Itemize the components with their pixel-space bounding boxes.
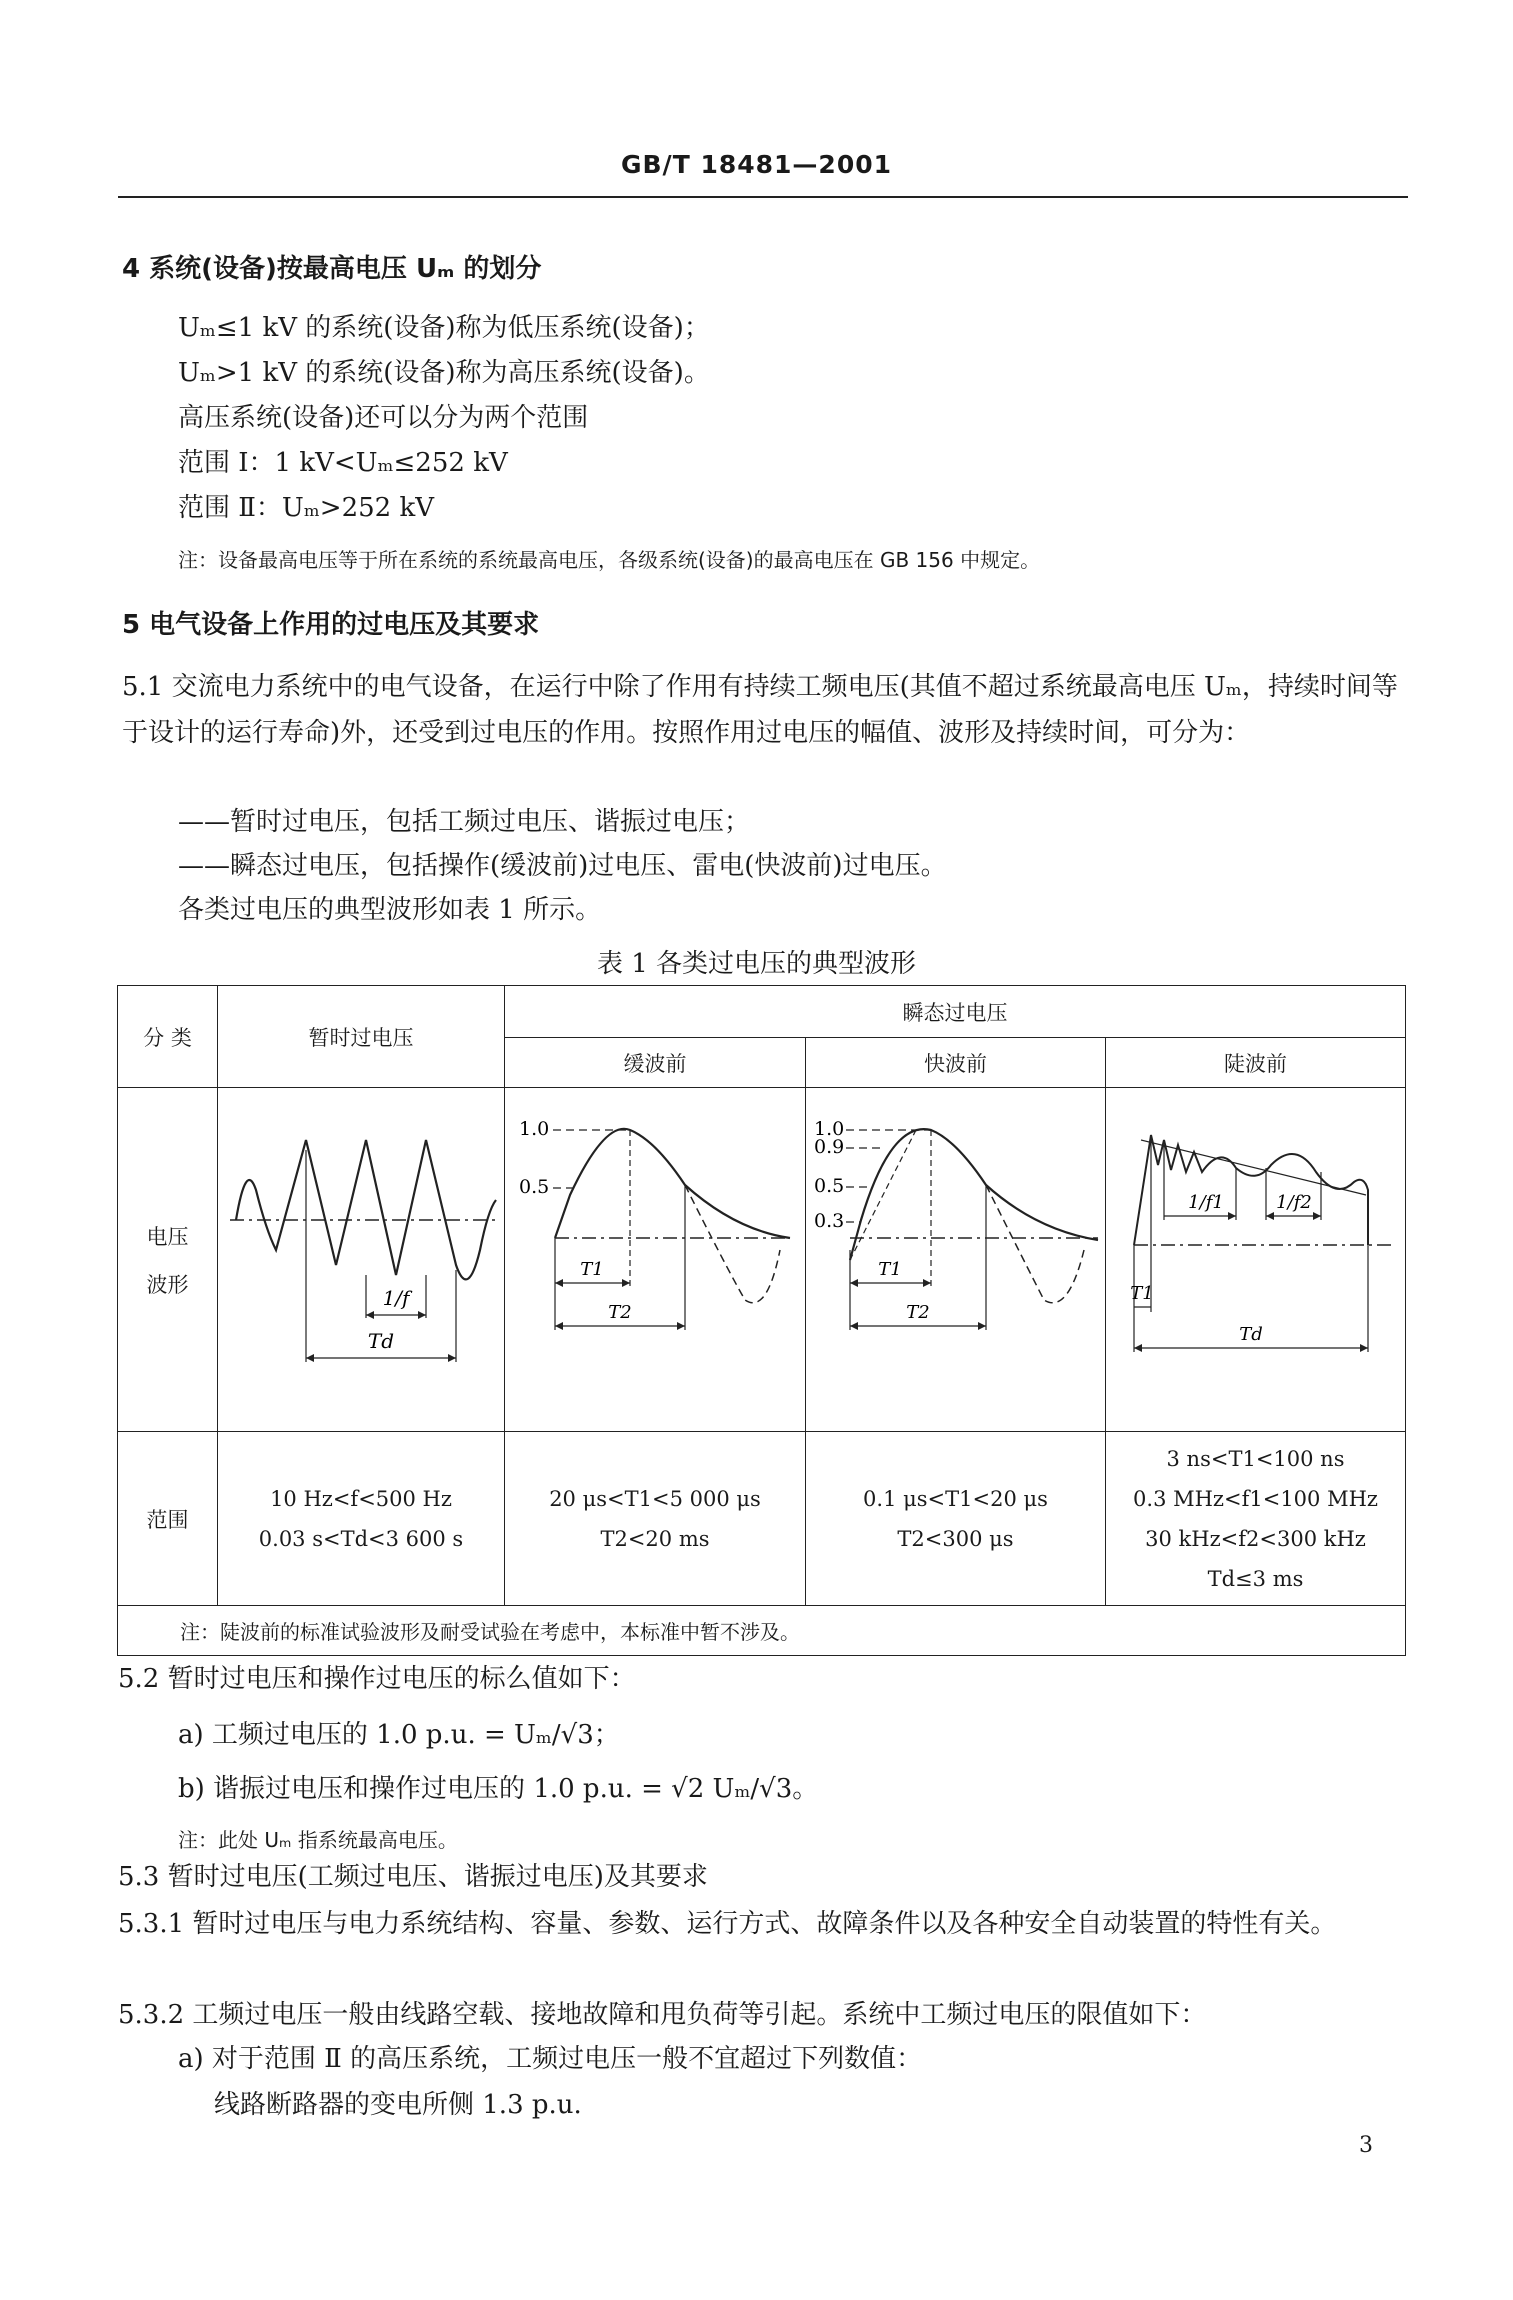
range-veryfast-1: 3 ns<T1<100 ns (1166, 1446, 1345, 1471)
section-5-dash-1: ——暂时过电压，包括工频过电压、谐振过电压； (178, 807, 751, 837)
section-4-line-1: Uₘ≤1 kV 的系统(设备)称为低压系统(设备)； (178, 313, 710, 343)
section-5-3-1-paragraph: 5.3.1 暂时过电压与电力系统结构、容量、参数、运行方式、故障条件以及各种安全自动装置的特性有关。 (118, 1909, 1337, 1939)
header-slow-front: 缓波前 (505, 1038, 806, 1088)
waveform-very-fast-front (1106, 1090, 1406, 1430)
label-fast-0-5: 0.5 (814, 1174, 845, 1197)
waveform-temporary-cell (218, 1088, 505, 1432)
section-4-line-3: 高压系统(设备)还可以分为两个范围 (178, 403, 589, 433)
label-t1-veryfast: T1 (1130, 1282, 1154, 1304)
header-category: 分 类 (118, 986, 218, 1088)
range-slow-2: T2<20 ms (600, 1526, 710, 1551)
section-5-dash-2: ——瞬态过电压，包括操作(缓波前)过电压、雷电(快波前)过电压。 (178, 851, 947, 881)
waveform-veryfast-cell (1106, 1088, 1406, 1432)
range-temporary (218, 1432, 505, 1606)
page-number: 3 (1359, 2133, 1373, 2158)
header-temporary: 暂时过电压 (218, 986, 505, 1088)
section-5-2-note: 注：此处 Uₘ 指系统最高电压。 (178, 1828, 458, 1852)
label-fast-0-3: 0.3 (814, 1209, 845, 1232)
range-temporary-2: 0.03 s<Td<3 600 s (258, 1526, 464, 1551)
label-t2-fast: T2 (906, 1301, 930, 1323)
row-label-waveform-1: 电压 (146, 1224, 189, 1249)
section-5-2-item-b: b) 谐振过电压和操作过电压的 1.0 p.u. = √2 Uₘ/√3。 (178, 1774, 819, 1804)
row-label-range: 范围 (118, 1432, 218, 1606)
section-5-3-title: 5.3 暂时过电压(工频过电压、谐振过电压)及其要求 (118, 1862, 708, 1892)
waveform-slow-front (505, 1090, 806, 1430)
section-5-3-2-line: 线路断路器的变电所侧 1.3 p.u. (214, 2090, 582, 2120)
section-5-1-paragraph: 5.1 交流电力系统中的电气设备，在运行中除了作用有持续工频电压(其值不超过系统最高电压 Uₘ，持续时间等于设计的运行寿命)外，还受到过电压的作用。按照作用过电压的幅值、波形及持续时间，可分为： (122, 672, 1398, 748)
header-rule (118, 196, 1408, 198)
range-fast-2: T2<300 μs (897, 1526, 1014, 1551)
waveform-fast-front (806, 1090, 1106, 1430)
header-very-fast-front: 陡波前 (1106, 1038, 1406, 1088)
range-veryfast-4: Td≤3 ms (1207, 1566, 1304, 1591)
section-4-title: 4 系统(设备)按最高电压 Uₘ 的划分 (122, 254, 542, 284)
waveform-temporary (218, 1090, 505, 1430)
page-header: GB/T 18481—2001 (620, 150, 893, 179)
label-slow-1-0: 1.0 (519, 1117, 550, 1140)
label-one-over-f: 1/f (382, 1285, 410, 1310)
row-label-waveform-2: 波形 (146, 1272, 189, 1297)
waveform-slow-cell (505, 1088, 806, 1432)
section-5-2-title: 5.2 暂时过电压和操作过电压的标么值如下： (118, 1664, 636, 1694)
range-veryfast-2: 0.3 MHz<f1<100 MHz (1133, 1486, 1378, 1511)
header-transient: 瞬态过电压 (505, 986, 1406, 1038)
section-4-line-4: 范围 Ⅰ：1 kV<Uₘ≤252 kV (178, 448, 508, 478)
range-fast-1: 0.1 μs<T1<20 μs (863, 1486, 1048, 1511)
section-4-note: 注：设备最高电压等于所在系统的系统最高电压，各级系统(设备)的最高电压在 GB 156 中规定。 (178, 548, 1041, 572)
label-one-over-f2: 1/f2 (1276, 1191, 1312, 1213)
section-4-line-5: 范围 Ⅱ：Uₘ>252 kV (178, 493, 435, 523)
section-4-line-2: Uₘ>1 kV 的系统(设备)称为高压系统(设备)。 (178, 358, 710, 388)
section-5-3-2-item-a: a) 对于范围 Ⅱ 的高压系统，工频过电压一般不宜超过下列数值： (178, 2044, 923, 2074)
section-5-3-2-paragraph: 5.3.2 工频过电压一般由线路空载、接地故障和甩负荷等引起。系统中工频过电压的限值如下： (118, 2000, 1207, 2030)
table-1-title: 表 1 各类过电压的典型波形 (596, 949, 917, 979)
label-td-temporary: Td (367, 1328, 395, 1353)
range-fast (806, 1432, 1106, 1606)
section-5-table-intro: 各类过电压的典型波形如表 1 所示。 (178, 895, 602, 925)
label-td-veryfast: Td (1239, 1323, 1263, 1345)
row-label-waveform (118, 1088, 218, 1432)
range-veryfast-3: 30 kHz<f2<300 kHz (1145, 1526, 1366, 1551)
label-t1-fast: T1 (878, 1258, 902, 1280)
table-1 (117, 985, 1406, 1656)
section-5-title: 5 电气设备上作用的过电压及其要求 (122, 610, 540, 640)
label-t2-slow: T2 (608, 1301, 632, 1323)
section-5-2-item-a: a) 工频过电压的 1.0 p.u. = Uₘ/√3； (178, 1720, 620, 1750)
header-fast-front: 快波前 (806, 1038, 1106, 1088)
label-fast-0-9: 0.9 (814, 1135, 845, 1158)
range-veryfast (1106, 1432, 1406, 1606)
label-slow-0-5: 0.5 (519, 1175, 550, 1198)
label-t1-slow: T1 (580, 1258, 604, 1280)
label-fast-1-0: 1.0 (814, 1117, 845, 1140)
table-1-note: 注：陡波前的标准试验波形及耐受试验在考虑中，本标准中暂不涉及。 (118, 1606, 1406, 1656)
waveform-fast-cell (806, 1088, 1106, 1432)
range-temporary-1: 10 Hz<f<500 Hz (270, 1486, 452, 1511)
range-slow (505, 1432, 806, 1606)
range-slow-1: 20 μs<T1<5 000 μs (549, 1486, 761, 1511)
label-one-over-f1: 1/f1 (1188, 1191, 1224, 1213)
